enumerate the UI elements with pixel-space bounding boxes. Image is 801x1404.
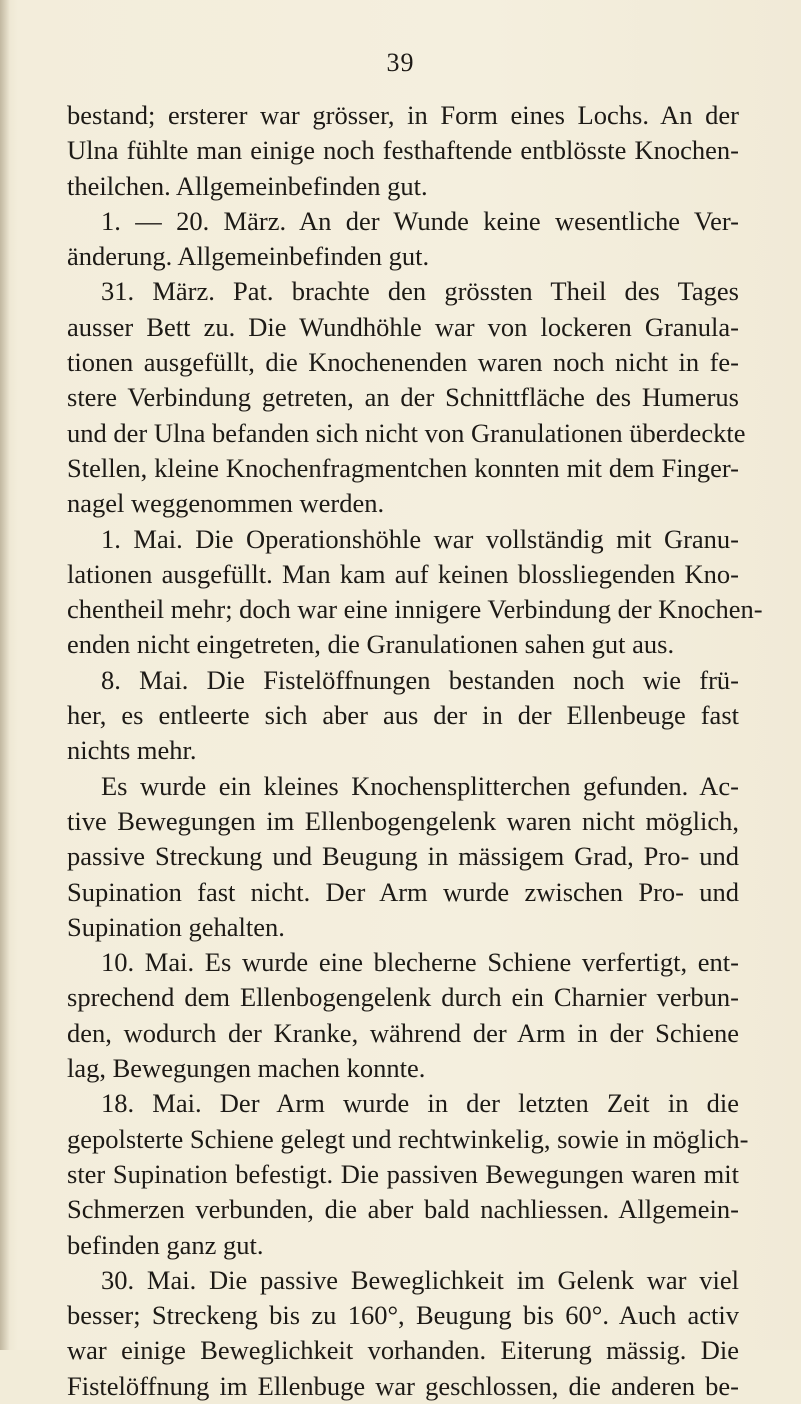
text-line: den, wodurch der Kranke, während der Arm in der Schiene <box>67 1017 739 1048</box>
text-line: sprechend dem Ellenbogengelenk durch ein Charnier verbun- <box>67 982 739 1013</box>
text-line: Schmerzen verbunden, die aber bald nachliessen. Allgemein- <box>67 1194 739 1225</box>
text-line: nichts mehr. <box>67 735 197 766</box>
text-line: 18. Mai. Der Arm wurde in der letzten Zeit in die <box>101 1088 739 1119</box>
text-line: Es wurde ein kleines Knochensplitterchen gefunden. Ac- <box>101 770 739 801</box>
text-line: enden nicht eingetreten, die Granulationen sahen gut aus. <box>67 629 675 660</box>
text-line: ster Supination befestigt. Die passiven Bewegungen waren mit <box>67 1158 739 1189</box>
text-line: Supination fast nicht. Der Arm wurde zwischen Pro- und <box>67 876 739 907</box>
text-line: stere Verbindung getreten, an der Schnittfläche des Humerus <box>67 382 739 413</box>
text-line: gepolsterte Schiene gelegt und rechtwinkelig, sowie in möglich- <box>67 1123 749 1154</box>
text-line: bestand; ersterer war grösser, in Form eines Lochs. An der <box>67 100 739 130</box>
text-line: änderung. Allgemeinbefinden gut. <box>67 241 430 272</box>
page-number: 39 <box>386 48 415 77</box>
text-line: 30. Mai. Die passive Beweglichkeit im Gelenk war viel <box>101 1264 739 1295</box>
text-line: her, es entleerte sich aber aus der in der Ellenbeuge fast <box>67 700 739 731</box>
text-line: chentheil mehr; doch war eine innigere Verbindung der Knochen- <box>67 594 763 625</box>
text-line: und der Ulna befanden sich nicht von Granulationen überdeckte <box>67 417 746 448</box>
text-line: tionen ausgefüllt, die Knochenenden waren noch nicht in fe- <box>67 347 739 378</box>
text-line: 1. Mai. Die Operationshöhle war vollständig mit Granu- <box>101 523 739 554</box>
text-line: Supination gehalten. <box>67 911 285 942</box>
text-line: ausser Bett zu. Die Wundhöhle war von lockeren Granula- <box>67 311 739 342</box>
text-line: 31. März. Pat. brachte den grössten Theil des Tages <box>101 276 739 307</box>
text-line: passive Streckung und Beugung in mässigem Grad, Pro- und <box>67 841 739 872</box>
text-line: lationen ausgefüllt. Man kam auf keinen blossliegenden Kno- <box>67 558 739 589</box>
text-line: lag, Bewegungen machen konnte. <box>67 1053 426 1084</box>
text-line: nagel weggenommen werden. <box>67 488 385 519</box>
text-line: befinden ganz gut. <box>67 1229 264 1260</box>
text-line: Ulna fühlte man einige noch festhaftende entblösste Knochen- <box>67 135 739 166</box>
text-line: 8. Mai. Die Fistelöffnungen bestanden noch wie frü- <box>101 664 739 695</box>
body-text <box>67 98 763 1404</box>
text-line: 1. — 20. März. An der Wunde keine wesentliche Ver- <box>101 205 739 236</box>
text-line: 10. Mai. Es wurde eine blecherne Schiene verfertigt, ent- <box>101 947 739 978</box>
text-line: war einige Beweglichkeit vorhanden. Eiterung mässig. Die <box>67 1335 739 1366</box>
gutter-shadow <box>0 0 10 1350</box>
text-line: tive Bewegungen im Ellenbogengelenk waren nicht möglich, <box>67 805 739 836</box>
text-line: theilchen. Allgemeinbefinden gut. <box>67 170 428 201</box>
text-line: besser; Streckeng bis zu 160°, Beugung bis 60°. Auch activ <box>67 1300 739 1331</box>
text-line: Stellen, kleine Knochenfragmentchen konnten mit dem Finger- <box>67 452 739 483</box>
text-line: Fistelöffnung im Ellenbuge war geschlossen, die anderen be- <box>67 1370 739 1401</box>
